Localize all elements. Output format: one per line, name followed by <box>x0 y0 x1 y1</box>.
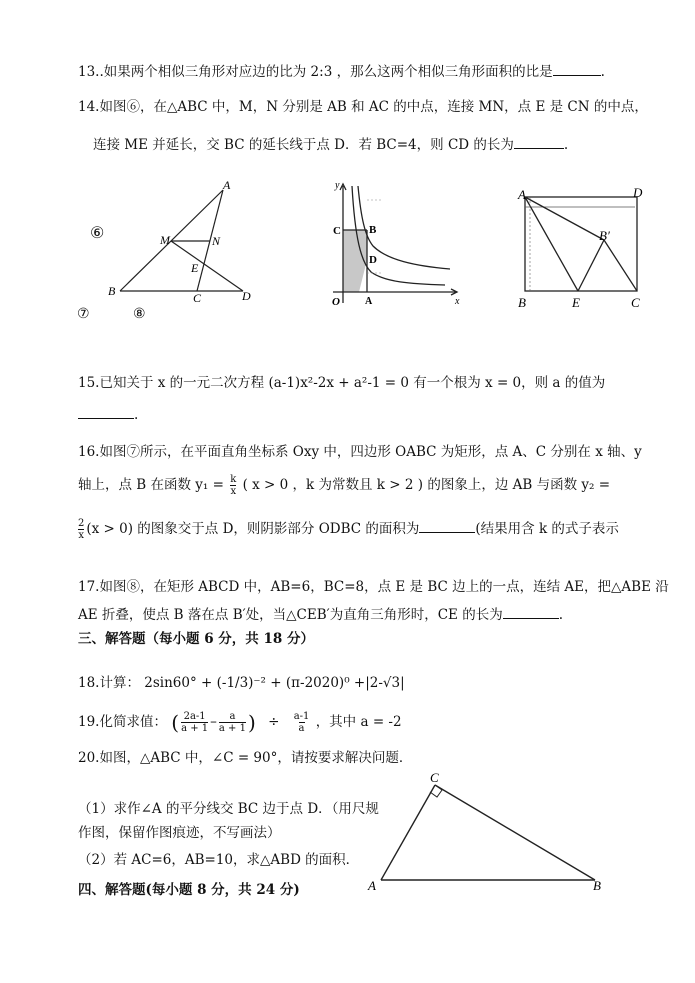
figure-20-triangle <box>365 768 615 896</box>
point-M: M <box>160 233 170 247</box>
question-14-line1: 14.如图⑥，在△ABC 中，M，N 分别是 AB 和 AC 的中点，连接 MN，点 E 是 CN 的中点， <box>78 99 648 115</box>
figure-7-graph <box>325 178 470 313</box>
point-A: A <box>223 178 231 192</box>
fraction-2 <box>219 711 246 734</box>
q15-end: . <box>134 407 139 423</box>
point-D: D <box>242 289 251 303</box>
axis-y-label: y <box>335 180 340 191</box>
figure-6-label: ⑥ <box>90 223 105 242</box>
point-A: A <box>365 296 373 307</box>
section-3-heading: 三、解答题（每小题 6 分，共 18 分） <box>78 631 314 647</box>
q13-text: 13..如果两个相似三角形对应边的比为 2:3 ，那么这两个相似三角形面积的比是 <box>78 64 553 80</box>
question-20-part2: （2）若 AC=6，AB=10，求△ABD 的面积． <box>78 852 360 868</box>
frac-num: k <box>230 474 237 485</box>
point-B-prime: B′ <box>599 228 610 243</box>
frac-num: 2 <box>78 518 85 529</box>
question-16-line1: 16.如图⑦所示，在平面直角坐标系 Oxy 中，四边形 OABC 为矩形，点 A、C 分别在 x 轴、y <box>78 444 642 460</box>
fraction-k-over-x <box>230 474 236 497</box>
q17-line2-text: AE 折叠，使点 B 落在点 B′处，当△CEB′为直角三角形时，CE 的长为 <box>78 607 503 623</box>
fraction-1 <box>181 711 208 734</box>
question-16-line2 <box>78 474 610 497</box>
point-D: D <box>633 185 643 200</box>
figure-8-label: ⑧ <box>133 306 146 322</box>
frac-den: a <box>298 723 305 734</box>
figure-8-rectangle <box>510 185 660 313</box>
question-18: 18.计算： 2sin60° + (-1/3)⁻² + (π-2020)⁰ +|2-√3| <box>78 675 405 691</box>
fraction-2-over-x <box>78 518 84 541</box>
question-19: 19.化简求值： ( $\frac{2a-1}{a + 1}$ – $\frac{a}{a + 1}$ ) ÷ $\frac{a-1}{a}$ ，其中 a = -2 <box>78 710 402 735</box>
q13-end: . <box>600 64 605 80</box>
q16-line3b: (结果用含 k 的式子表示 <box>475 521 619 537</box>
axis-x-label: x <box>455 296 460 307</box>
question-15-line1: 15.已知关于 x 的一元二次方程 (a-1)x²-2x + a²-1 = 0 有一个根为 x = 0，则 a 的值为 <box>78 375 606 391</box>
question-20-part1b: 作图，保留作图痕迹，不写画法） <box>78 825 281 841</box>
q14-line2-text: 连接 ME 并延长，交 BC 的延长线于点 D．若 BC=4，则 CD 的长为 <box>93 137 514 153</box>
answer-blank <box>78 406 134 419</box>
answer-blank <box>553 63 601 76</box>
q14-end: . <box>563 137 569 153</box>
divide-sign: ÷ <box>268 714 280 730</box>
figure-6-triangle <box>105 178 260 303</box>
q16-line3a: (x > 0) 的图象交于点 D，则阴影部分 ODBC 的面积为 <box>86 521 420 537</box>
q16-line2b: ( x > 0 ，k 为常数且 k > 2 ) 的图象上，边 AB 与函数 y₂ = <box>242 477 611 493</box>
section-4-heading: 四、解答题(每小题 8 分，共 24 分) <box>78 882 300 898</box>
frac-num: a <box>229 711 236 722</box>
answer-blank <box>503 606 559 619</box>
point-C: C <box>631 295 640 310</box>
point-E: E <box>572 295 580 310</box>
question-17-line2 <box>78 606 563 624</box>
point-B: B <box>593 878 601 893</box>
point-N: N <box>212 234 221 248</box>
question-15-line2 <box>78 406 138 424</box>
frac-den: a + 1 <box>218 723 246 734</box>
point-A: A <box>518 187 526 202</box>
point-D: D <box>369 254 377 266</box>
frac-num: 2a-1 <box>183 711 206 722</box>
frac-den: a + 1 <box>181 723 209 734</box>
question-20-line1: 20.如图，△ABC 中，∠C = 90°，请按要求解决问题． <box>78 750 413 766</box>
point-C: C <box>333 225 341 237</box>
q17-end: . <box>558 607 563 623</box>
question-20-part1a: （1）求作∠A 的平分线交 BC 边于点 D．（用尺规 <box>78 801 379 817</box>
point-O: O <box>332 296 340 308</box>
question-14-line2 <box>93 136 568 154</box>
point-E: E <box>191 261 199 275</box>
frac-den: x <box>230 486 237 497</box>
point-C: C <box>430 770 439 785</box>
figure-7-label: ⑦ <box>77 306 90 322</box>
q19-label: 19.化简求值： <box>78 714 167 730</box>
question-13 <box>78 63 605 81</box>
q19-tail: ，其中 a = -2 <box>315 714 402 730</box>
point-B: B <box>369 224 377 236</box>
frac-num: a-1 <box>293 711 310 722</box>
frac-den: x <box>78 530 84 541</box>
answer-blank <box>419 520 475 533</box>
question-16-line3 <box>76 518 619 541</box>
fraction-3 <box>294 711 310 734</box>
point-A: A <box>368 878 376 893</box>
q16-line2a: 轴上，点 B 在函数 y₁ = <box>78 477 224 493</box>
answer-blank <box>514 136 564 149</box>
point-B: B <box>108 284 116 298</box>
point-C: C <box>193 291 202 303</box>
point-B: B <box>518 295 526 310</box>
question-17-line1: 17.如图⑧，在矩形 ABCD 中，AB=6，BC=8，点 E 是 BC 边上的一点，连结 AE，把△ABE 沿 <box>78 579 669 595</box>
